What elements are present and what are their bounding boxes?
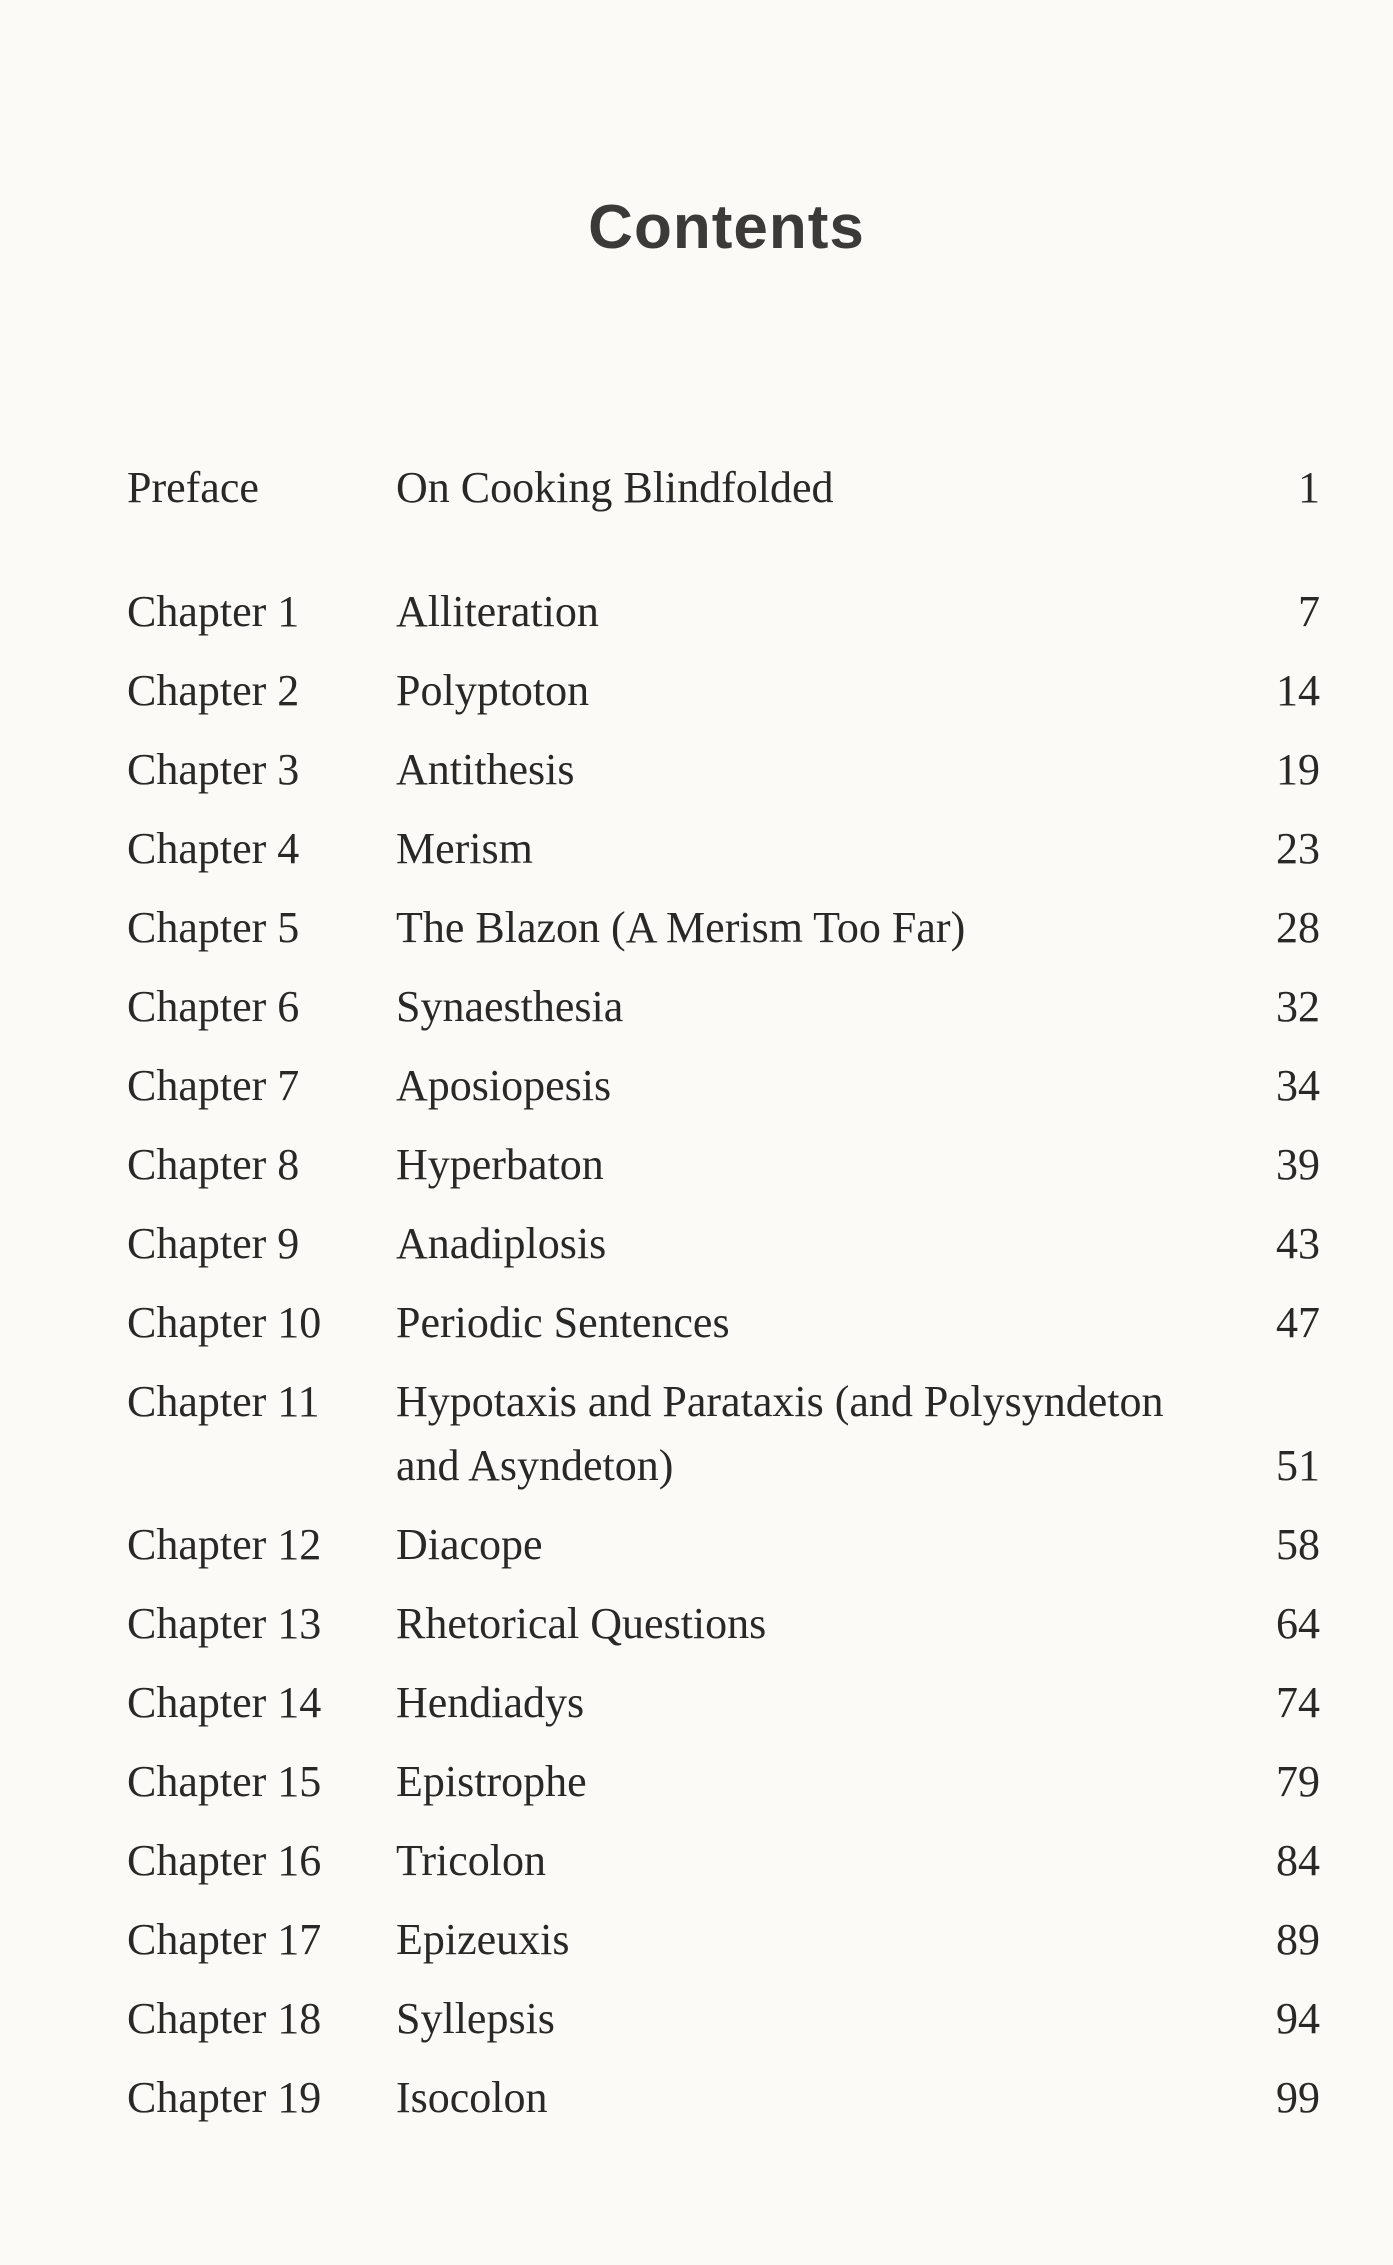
toc-label: Preface bbox=[127, 463, 259, 512]
toc-title: Anadiplosis bbox=[396, 1219, 607, 1268]
toc-label: Chapter 5 bbox=[127, 903, 300, 952]
toc-label: Chapter 11 bbox=[127, 1377, 320, 1426]
toc-title: Epistrophe bbox=[396, 1757, 587, 1806]
toc-page-number: 84 bbox=[1276, 1836, 1320, 1885]
toc-title: Alliteration bbox=[396, 587, 599, 636]
toc-label: Chapter 3 bbox=[127, 745, 300, 794]
toc-label: Chapter 12 bbox=[127, 1520, 322, 1569]
toc-label: Chapter 7 bbox=[127, 1061, 300, 1110]
toc-page-number: 58 bbox=[1276, 1520, 1320, 1569]
toc-page-number: 47 bbox=[1276, 1298, 1320, 1347]
toc-title: Aposiopesis bbox=[396, 1061, 612, 1110]
toc-title: Isocolon bbox=[396, 2073, 548, 2122]
toc-title: On Cooking Blindfolded bbox=[396, 463, 834, 512]
toc-label: Chapter 16 bbox=[127, 1836, 322, 1885]
toc-title: Polyptoton bbox=[396, 666, 590, 715]
toc-title: Merism bbox=[396, 824, 533, 873]
toc-page-number: 51 bbox=[1276, 1441, 1320, 1490]
toc-page-number: 94 bbox=[1276, 1994, 1320, 2043]
toc-title: Antithesis bbox=[396, 745, 575, 794]
toc-title: Rhetorical Questions bbox=[396, 1599, 767, 1648]
toc-label: Chapter 15 bbox=[127, 1757, 322, 1806]
toc-page-number: 23 bbox=[1276, 824, 1320, 873]
toc-title-line-2: and Asyndeton) bbox=[396, 1441, 674, 1490]
toc-label: Chapter 19 bbox=[127, 2073, 322, 2122]
toc-label: Chapter 4 bbox=[127, 824, 300, 873]
toc-title: Hendiadys bbox=[396, 1678, 585, 1727]
toc-label: Chapter 10 bbox=[127, 1298, 322, 1347]
toc-row-chapter-11[interactable] bbox=[0, 1370, 1393, 1514]
toc-label: Chapter 14 bbox=[127, 1678, 322, 1727]
toc-label: Chapter 9 bbox=[127, 1219, 300, 1268]
toc-page-number: 19 bbox=[1276, 745, 1320, 794]
toc-page-number: 28 bbox=[1276, 903, 1320, 952]
toc-label: Chapter 8 bbox=[127, 1140, 300, 1189]
toc-title: Periodic Sentences bbox=[396, 1298, 730, 1347]
toc-page-number: 39 bbox=[1276, 1140, 1320, 1189]
toc-page-number: 64 bbox=[1276, 1599, 1320, 1648]
toc-page-number: 79 bbox=[1276, 1757, 1320, 1806]
toc-page-number: 89 bbox=[1276, 1915, 1320, 1964]
toc-page-number: 32 bbox=[1276, 982, 1320, 1031]
toc-title: Tricolon bbox=[396, 1836, 546, 1885]
page-title: Contents bbox=[588, 193, 865, 262]
toc-title: Diacope bbox=[396, 1520, 543, 1569]
toc-page-number: 7 bbox=[1298, 587, 1320, 636]
toc-label: Chapter 6 bbox=[127, 982, 300, 1031]
toc-page-number: 14 bbox=[1276, 666, 1320, 715]
toc-label: Chapter 2 bbox=[127, 666, 300, 715]
toc-page-number: 99 bbox=[1276, 2073, 1320, 2122]
toc-label: Chapter 17 bbox=[127, 1915, 322, 1964]
toc-title: Syllepsis bbox=[396, 1994, 555, 2043]
toc-page-number: 34 bbox=[1276, 1061, 1320, 1110]
toc-page-number: 1 bbox=[1298, 463, 1320, 512]
toc-label: Chapter 13 bbox=[127, 1599, 322, 1648]
toc-title: Synaesthesia bbox=[396, 982, 624, 1031]
toc-title-line-1: Hypotaxis and Parataxis (and Polysyndeton bbox=[396, 1377, 1164, 1426]
toc-page-number: 43 bbox=[1276, 1219, 1320, 1268]
toc-title: Hyperbaton bbox=[396, 1140, 604, 1189]
toc-title: The Blazon (A Merism Too Far) bbox=[396, 903, 966, 952]
toc-page-number: 74 bbox=[1276, 1678, 1320, 1727]
toc-title: Epizeuxis bbox=[396, 1915, 570, 1964]
toc-label: Chapter 18 bbox=[127, 1994, 322, 2043]
toc-label: Chapter 1 bbox=[127, 587, 300, 636]
